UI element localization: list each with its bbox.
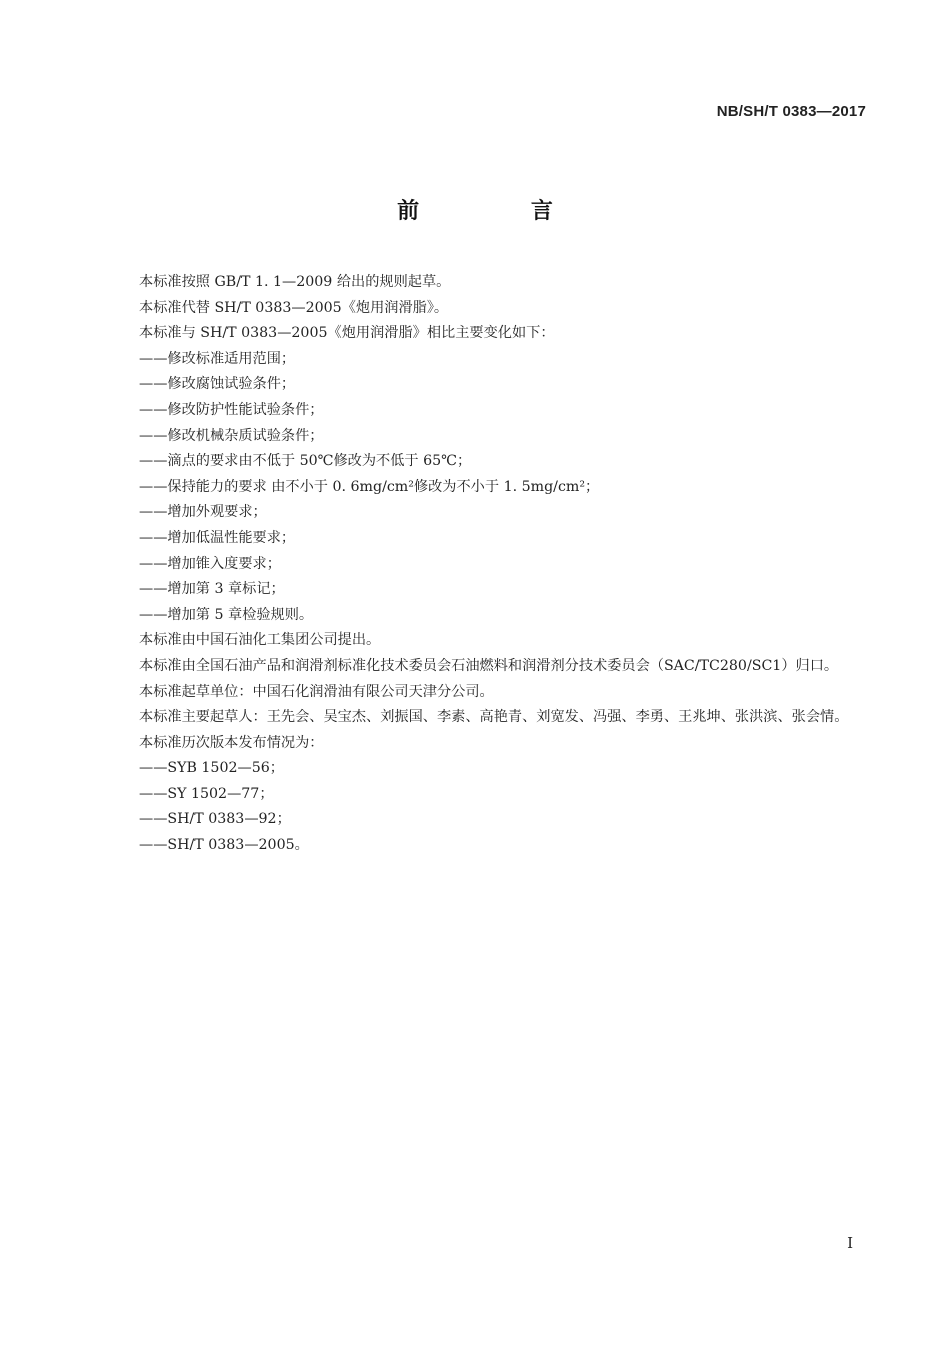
list-item-change: ——增加锥入度要求；: [139, 555, 281, 572]
list-item-change: ——保持能力的要求 由不小于 0. 6mg/cm²修改为不小于 1. 5mg/cm²；: [139, 478, 600, 495]
list-item-change: ——修改机械杂质试验条件；: [139, 427, 324, 444]
list-item-change: ——增加第 5 章检验规则。: [139, 606, 314, 623]
list-item-change: ——修改标准适用范围；: [139, 350, 296, 367]
paragraph-technical-committee: 本标准由全国石油产品和润滑剂标准化技术委员会石油燃料和润滑剂分技术委员会（SAC/TC280/SC1）归口。: [139, 657, 839, 674]
list-item-change: ——增加外观要求；: [139, 504, 267, 521]
paragraph-proposer: 本标准由中国石油化工集团公司提出。: [139, 632, 381, 649]
list-item-change: ——修改腐蚀试验条件；: [139, 376, 296, 393]
paragraph-drafters: 本标准主要起草人：王先会、吴宝杰、刘振国、李素、高艳青、刘宽发、冯强、李勇、王兆坤、张洪滨、张会情。: [139, 709, 849, 726]
paragraph-replaces: 本标准代替 SH/T 0383—2005《炮用润滑脂》。: [139, 299, 449, 316]
page-title: 前 言: [397, 199, 605, 224]
page-number: I: [847, 1234, 853, 1252]
standard-code-header: NB/SH/T 0383—2017: [716, 103, 866, 120]
list-item-change: ——滴点的要求由不低于 50℃修改为不低于 65℃；: [139, 453, 472, 470]
paragraph-drafting-unit: 本标准起草单位：中国石化润滑油有限公司天津分公司。: [139, 683, 494, 700]
list-item-history: ——SH/T 0383—92；: [139, 811, 291, 828]
paragraph-history-intro: 本标准历次版本发布情况为：: [139, 734, 324, 751]
list-item-change: ——修改防护性能试验条件；: [139, 401, 324, 418]
list-item-history: ——SY 1502—77；: [139, 785, 274, 802]
document-body: [107, 270, 867, 859]
paragraph-changes-intro: 本标准与 SH/T 0383—2005《炮用润滑脂》相比主要变化如下：: [139, 325, 555, 342]
list-item-change: ——增加第 3 章标记；: [139, 581, 285, 598]
list-item-history: ——SH/T 0383—2005。: [139, 837, 309, 854]
paragraph-drafting-rules: 本标准按照 GB/T 1. 1—2009 给出的规则起草。: [139, 274, 451, 290]
list-item-change: ——增加低温性能要求；: [139, 529, 296, 546]
list-item-history: ——SYB 1502—56；: [139, 760, 284, 777]
